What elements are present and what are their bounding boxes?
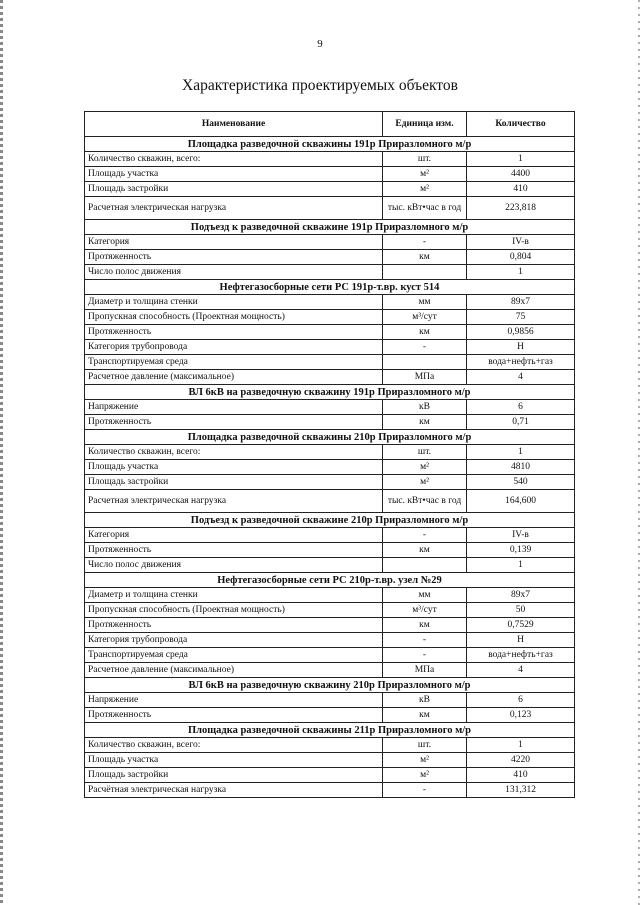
cell-name: Площадь застройки bbox=[85, 475, 383, 490]
cell-unit: км bbox=[383, 415, 467, 430]
cell-value: 4 bbox=[467, 370, 575, 385]
cell-name: Напряжение bbox=[85, 693, 383, 708]
cell-name: Пропускная способность (Проектная мощность) bbox=[85, 310, 383, 325]
table-row bbox=[85, 152, 575, 167]
cell-name: Количество скважин, всего: bbox=[85, 445, 383, 460]
cell-unit bbox=[383, 355, 467, 370]
section-header-row bbox=[85, 513, 575, 528]
table-row bbox=[85, 753, 575, 768]
table-body bbox=[85, 112, 575, 798]
cell-name: Площадь участка bbox=[85, 753, 383, 768]
cell-unit: тыс. кВт•час в год bbox=[383, 197, 467, 220]
cell-name: Категория bbox=[85, 528, 383, 543]
table-row bbox=[85, 588, 575, 603]
cell-name: Протяженность bbox=[85, 708, 383, 723]
cell-value: вода+нефть+газ bbox=[467, 648, 575, 663]
table-row bbox=[85, 197, 575, 220]
cell-unit: - bbox=[383, 528, 467, 543]
cell-name: Площадь застройки bbox=[85, 768, 383, 783]
cell-value: вода+нефть+газ bbox=[467, 355, 575, 370]
cell-name: Площадь участка bbox=[85, 167, 383, 182]
table-row bbox=[85, 475, 575, 490]
cell-unit: м³/сут bbox=[383, 603, 467, 618]
scan-edge-left bbox=[0, 0, 3, 905]
table-row bbox=[85, 618, 575, 633]
cell-name: Протяженность bbox=[85, 250, 383, 265]
section-header-row bbox=[85, 573, 575, 588]
cell-unit: - bbox=[383, 783, 467, 798]
section-header-row bbox=[85, 678, 575, 693]
table-row bbox=[85, 490, 575, 513]
table-row bbox=[85, 648, 575, 663]
table-row bbox=[85, 325, 575, 340]
cell-unit: км bbox=[383, 325, 467, 340]
cell-value: 4 bbox=[467, 663, 575, 678]
cell-name: Расчетная электрическая нагрузка bbox=[85, 490, 383, 513]
cell-value: 50 bbox=[467, 603, 575, 618]
cell-value: 89х7 bbox=[467, 588, 575, 603]
table-row bbox=[85, 445, 575, 460]
cell-name: Протяженность bbox=[85, 543, 383, 558]
table-row bbox=[85, 543, 575, 558]
cell-value: 164,600 bbox=[467, 490, 575, 513]
cell-unit: кВ bbox=[383, 400, 467, 415]
cell-name: Расчетная электрическая нагрузка bbox=[85, 197, 383, 220]
cell-value: 4400 bbox=[467, 167, 575, 182]
cell-name: Пропускная способность (Проектная мощность) bbox=[85, 603, 383, 618]
cell-value: 1 bbox=[467, 558, 575, 573]
cell-name: Расчетное давление (максимальное) bbox=[85, 663, 383, 678]
table-header-row bbox=[85, 112, 575, 137]
section-header-row bbox=[85, 385, 575, 400]
cell-unit: шт. bbox=[383, 445, 467, 460]
cell-unit: - bbox=[383, 235, 467, 250]
table-row bbox=[85, 235, 575, 250]
cell-name: Расчетное давление (максимальное) bbox=[85, 370, 383, 385]
cell-name: Категория bbox=[85, 235, 383, 250]
cell-value: 1 bbox=[467, 738, 575, 753]
cell-name: Протяженность bbox=[85, 618, 383, 633]
cell-unit: км bbox=[383, 250, 467, 265]
cell-unit: тыс. кВт•час в год bbox=[383, 490, 467, 513]
cell-value: 0,804 bbox=[467, 250, 575, 265]
table-row bbox=[85, 415, 575, 430]
cell-name: Протяженность bbox=[85, 325, 383, 340]
section-title: ВЛ 6кВ на разведочную скважину 210р Приразломного м/р bbox=[85, 678, 575, 693]
cell-value: 1 bbox=[467, 265, 575, 280]
cell-unit: шт. bbox=[383, 738, 467, 753]
table-row bbox=[85, 708, 575, 723]
cell-unit: - bbox=[383, 633, 467, 648]
section-title: Подъезд к разведочной скважине 191р Приразломного м/р bbox=[85, 220, 575, 235]
cell-unit: - bbox=[383, 340, 467, 355]
table-row bbox=[85, 265, 575, 280]
cell-name: Транспортируемая среда bbox=[85, 648, 383, 663]
table-row bbox=[85, 528, 575, 543]
cell-unit: мм bbox=[383, 295, 467, 310]
cell-value: 89х7 bbox=[467, 295, 575, 310]
cell-value: Н bbox=[467, 340, 575, 355]
table-row bbox=[85, 250, 575, 265]
cell-value: 0,9856 bbox=[467, 325, 575, 340]
table-row bbox=[85, 310, 575, 325]
table-row bbox=[85, 693, 575, 708]
cell-value: 4220 bbox=[467, 753, 575, 768]
section-title: Площадка разведочной скважины 191р Приразломного м/р bbox=[85, 137, 575, 152]
table-row bbox=[85, 460, 575, 475]
cell-name: Площадь застройки bbox=[85, 182, 383, 197]
header-name: Наименование bbox=[85, 112, 383, 137]
cell-unit: км bbox=[383, 708, 467, 723]
cell-name: Число полос движения bbox=[85, 265, 383, 280]
table-row bbox=[85, 370, 575, 385]
cell-value: 0,139 bbox=[467, 543, 575, 558]
cell-value: 410 bbox=[467, 768, 575, 783]
cell-name: Количество скважин, всего: bbox=[85, 738, 383, 753]
cell-unit: мм bbox=[383, 588, 467, 603]
section-title: Нефтегазосборные сети РС 191р-т.вр. куст 514 bbox=[85, 280, 575, 295]
cell-value: 6 bbox=[467, 400, 575, 415]
section-title: Площадка разведочной скважины 211р Приразломного м/р bbox=[85, 723, 575, 738]
section-header-row bbox=[85, 137, 575, 152]
table-row bbox=[85, 167, 575, 182]
cell-name: Расчётная электрическая нагрузка bbox=[85, 783, 383, 798]
table-row bbox=[85, 340, 575, 355]
cell-unit: м² bbox=[383, 475, 467, 490]
table-row bbox=[85, 633, 575, 648]
cell-unit: МПа bbox=[383, 663, 467, 678]
cell-unit bbox=[383, 558, 467, 573]
cell-value: 1 bbox=[467, 152, 575, 167]
cell-name: Транспортируемая среда bbox=[85, 355, 383, 370]
section-title: ВЛ 6кВ на разведочную скважину 191р Приразломного м/р bbox=[85, 385, 575, 400]
cell-name: Число полос движения bbox=[85, 558, 383, 573]
cell-value: 4810 bbox=[467, 460, 575, 475]
cell-value: IV-в bbox=[467, 235, 575, 250]
section-header-row bbox=[85, 280, 575, 295]
section-header-row bbox=[85, 220, 575, 235]
characteristics-table bbox=[84, 111, 575, 798]
cell-name: Количество скважин, всего: bbox=[85, 152, 383, 167]
section-title: Подъезд к разведочной скважине 210р Приразломного м/р bbox=[85, 513, 575, 528]
table-row bbox=[85, 603, 575, 618]
cell-value: IV-в bbox=[467, 528, 575, 543]
cell-value: 0,71 bbox=[467, 415, 575, 430]
cell-unit: м² bbox=[383, 460, 467, 475]
cell-value: 75 bbox=[467, 310, 575, 325]
cell-value: 540 bbox=[467, 475, 575, 490]
cell-name: Напряжение bbox=[85, 400, 383, 415]
cell-unit: м² bbox=[383, 167, 467, 182]
header-quantity: Количество bbox=[467, 112, 575, 137]
cell-name: Протяженность bbox=[85, 415, 383, 430]
cell-name: Диаметр и толщина стенки bbox=[85, 588, 383, 603]
cell-value: 223,818 bbox=[467, 197, 575, 220]
cell-unit: шт. bbox=[383, 152, 467, 167]
document-title: Характеристика проектируемых объектов bbox=[182, 77, 458, 94]
table-row bbox=[85, 738, 575, 753]
cell-name: Диаметр и толщина стенки bbox=[85, 295, 383, 310]
section-title: Площадка разведочной скважины 210р Приразломного м/р bbox=[85, 430, 575, 445]
cell-value: 0,123 bbox=[467, 708, 575, 723]
table-row bbox=[85, 768, 575, 783]
cell-name: Категория трубопровода bbox=[85, 340, 383, 355]
section-title: Нефтегазосборные сети РС 210р-т.вр. узел №29 bbox=[85, 573, 575, 588]
cell-value: 1 bbox=[467, 445, 575, 460]
cell-value: 410 bbox=[467, 182, 575, 197]
cell-unit: км bbox=[383, 543, 467, 558]
cell-unit bbox=[383, 265, 467, 280]
table-row bbox=[85, 295, 575, 310]
table-row bbox=[85, 783, 575, 798]
page-number: 9 bbox=[317, 38, 323, 50]
cell-value: 131,312 bbox=[467, 783, 575, 798]
cell-unit: м² bbox=[383, 753, 467, 768]
cell-unit: м³/сут bbox=[383, 310, 467, 325]
table-row bbox=[85, 558, 575, 573]
cell-name: Площадь участка bbox=[85, 460, 383, 475]
cell-unit: м² bbox=[383, 768, 467, 783]
cell-value: 6 bbox=[467, 693, 575, 708]
section-header-row bbox=[85, 430, 575, 445]
table-row bbox=[85, 355, 575, 370]
cell-unit: км bbox=[383, 618, 467, 633]
cell-value: 0,7529 bbox=[467, 618, 575, 633]
cell-unit: кВ bbox=[383, 693, 467, 708]
cell-name: Категория трубопровода bbox=[85, 633, 383, 648]
section-header-row bbox=[85, 723, 575, 738]
table-row bbox=[85, 182, 575, 197]
table-row bbox=[85, 400, 575, 415]
cell-unit: м² bbox=[383, 182, 467, 197]
cell-unit: - bbox=[383, 648, 467, 663]
cell-value: Н bbox=[467, 633, 575, 648]
table-row bbox=[85, 663, 575, 678]
cell-unit: МПа bbox=[383, 370, 467, 385]
header-unit: Единица изм. bbox=[383, 112, 467, 137]
